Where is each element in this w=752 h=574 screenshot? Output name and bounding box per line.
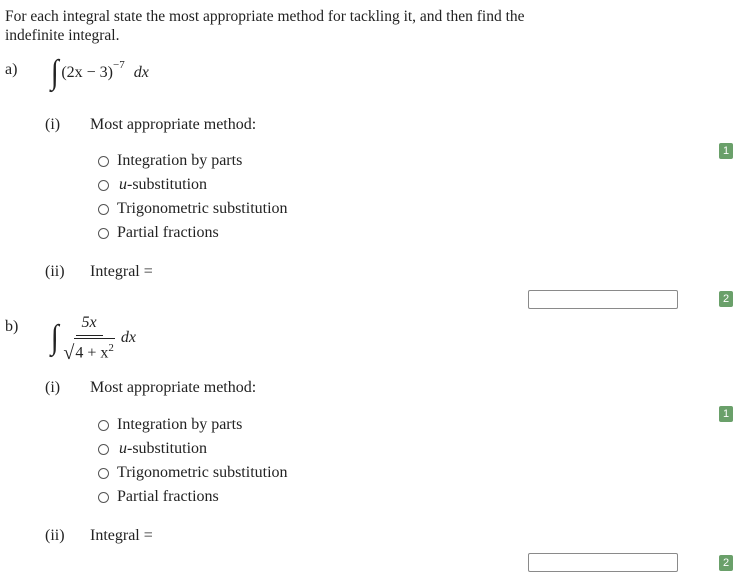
option-label: Trigonometric substitution: [117, 464, 288, 481]
part-b-integral-label: Integral =: [90, 527, 153, 544]
part-a-integral-label: Integral =: [90, 263, 153, 280]
part-a-method-marks-badge: 1: [719, 143, 733, 159]
radio-button[interactable]: [98, 180, 109, 191]
part-b-differential: dx: [120, 329, 136, 347]
part-a-exponent: −7: [113, 59, 125, 71]
part-b-option-integration-by-parts[interactable]: [98, 415, 288, 435]
option-label: -substitution: [127, 176, 208, 193]
integral-sign-icon: ∫: [50, 54, 59, 91]
part-a-option-integration-by-parts[interactable]: [98, 151, 288, 171]
radicand-exponent: 2: [108, 342, 114, 354]
question-intro: For each integral state the most appropriate method for tackling it, and then find the indefinite integral.: [5, 8, 525, 44]
option-label: -substitution: [127, 440, 208, 457]
part-b-integral: [50, 314, 136, 365]
part-a-integrand-base: (2x − 3): [61, 64, 114, 81]
part-a-option-u-substitution[interactable]: [98, 175, 288, 195]
part-b-denominator: [63, 336, 115, 365]
part-b-radicand: [74, 338, 115, 362]
integral-sign-icon: ∫: [50, 319, 59, 357]
part-b-options: [98, 415, 288, 507]
radio-button[interactable]: [98, 156, 109, 167]
part-b-integral-marks-badge: 2: [719, 555, 733, 571]
part-a-options: [98, 151, 288, 243]
part-b-label: b): [5, 318, 19, 335]
part-a-integral: [50, 56, 149, 90]
part-a-differential: dx: [133, 64, 149, 81]
option-label: Partial fractions: [117, 488, 219, 505]
radio-button[interactable]: [98, 492, 109, 503]
part-b-integral-input[interactable]: [528, 553, 678, 572]
radio-button[interactable]: [98, 444, 109, 455]
part-b-method-marks-badge: 1: [719, 406, 733, 422]
radio-button[interactable]: [98, 420, 109, 431]
part-a-option-partial-fractions[interactable]: [98, 223, 288, 243]
part-a-method-num: (i): [45, 116, 61, 133]
radio-button[interactable]: [98, 228, 109, 239]
part-b-option-partial-fractions[interactable]: [98, 487, 288, 507]
part-a-option-trigonometric-substitution[interactable]: [98, 199, 288, 219]
option-label: Partial fractions: [117, 224, 219, 241]
part-b-method-num: (i): [45, 379, 61, 396]
part-b-option-u-substitution[interactable]: [98, 439, 288, 459]
option-label: Integration by parts: [117, 416, 243, 433]
part-a-method-label: Most appropriate method:: [90, 116, 257, 133]
option-variable: u: [119, 176, 127, 193]
option-label: Integration by parts: [117, 152, 243, 169]
radicand-text: 4 + x: [75, 344, 109, 362]
option-label: Trigonometric substitution: [117, 200, 288, 217]
part-a-integral-input[interactable]: [528, 290, 678, 309]
radio-button[interactable]: [98, 468, 109, 479]
part-a-label: a): [5, 61, 18, 78]
square-root-icon: √: [63, 342, 75, 365]
part-b-numerator: 5x: [76, 314, 103, 336]
radio-button[interactable]: [98, 204, 109, 215]
part-a-integral-marks-badge: 2: [719, 291, 733, 307]
part-b-fraction: [63, 314, 115, 365]
part-a-integral-num: (ii): [45, 263, 65, 280]
option-variable: u: [119, 440, 127, 457]
part-b-option-trigonometric-substitution[interactable]: [98, 463, 288, 483]
part-b-method-label: Most appropriate method:: [90, 379, 257, 396]
part-b-integral-num: (ii): [45, 527, 65, 544]
